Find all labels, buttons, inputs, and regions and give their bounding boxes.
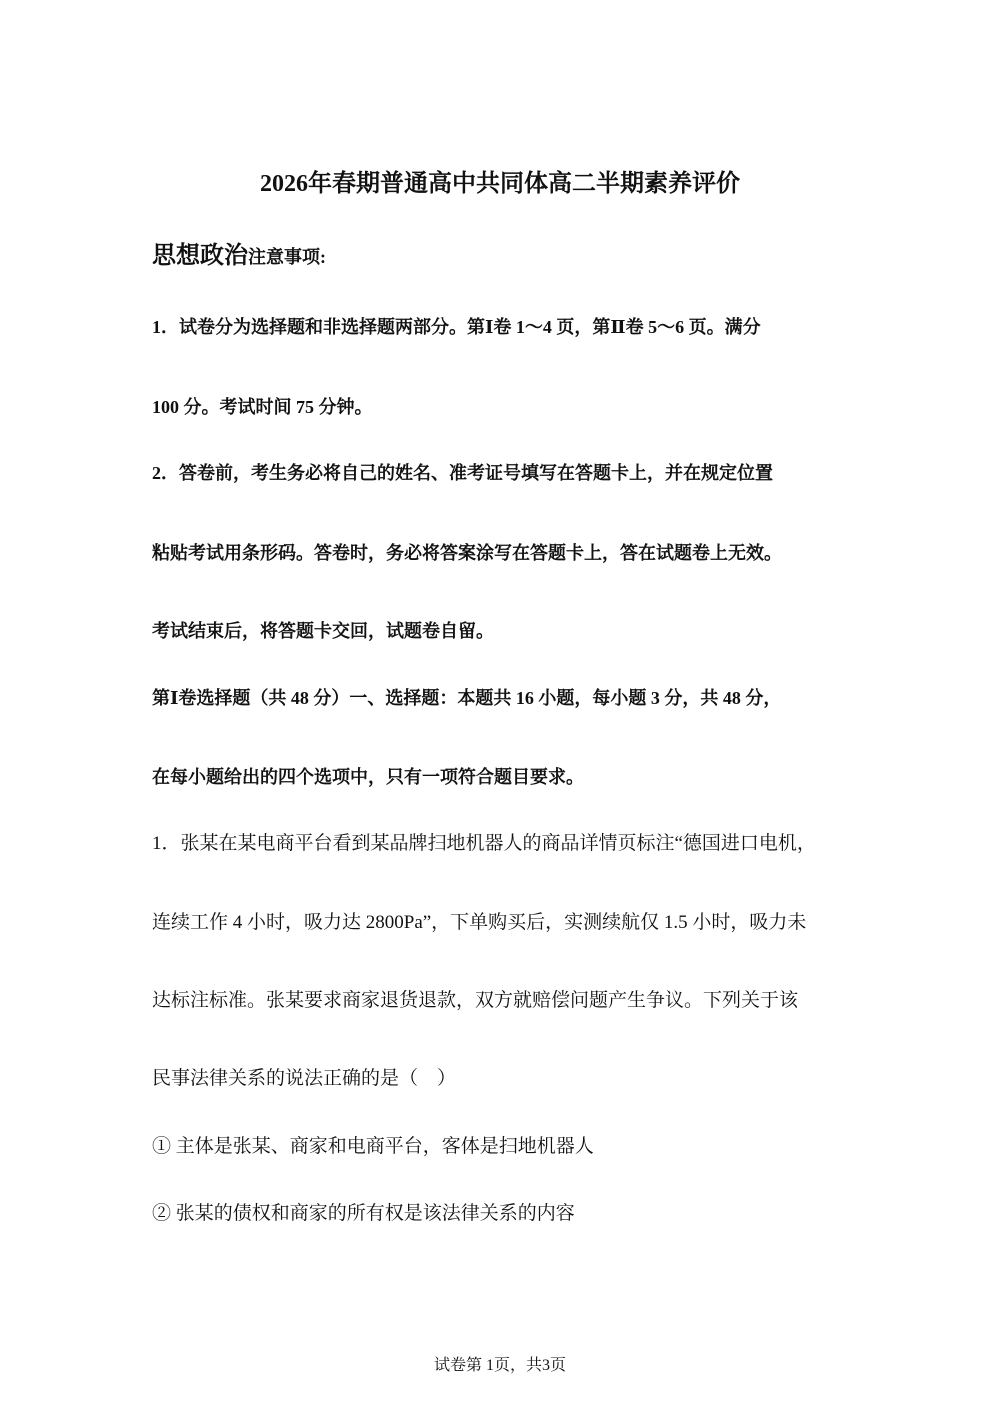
note-line: 粘贴考试用条形码。答卷时，务必将答案涂写在答题卡上，答在试题卷上无效。 xyxy=(152,543,782,563)
subject-heading-line xyxy=(152,243,326,267)
option-item: ① 主体是张某、商家和电商平台，客体是扫地机器人 xyxy=(152,1136,594,1157)
note-line: 100 分。考试时间 75 分钟。 xyxy=(152,397,373,417)
note-line: 考试结束后，将答题卡交回，试题卷自留。 xyxy=(152,621,494,641)
section-instruction-line: 在每小题给出的四个选项中，只有一项符合题目要求。 xyxy=(152,767,584,787)
page-footer: 试卷第 1页，共3页 xyxy=(433,1357,566,1374)
option-item: ② 张某的债权和商家的所有权是该法律关系的内容 xyxy=(152,1203,575,1224)
note-line: 1．试卷分为选择题和非选择题两部分。第Ⅰ卷 1～4 页，第Ⅱ卷 5～6 页。满分 xyxy=(152,317,761,337)
question-1-line: 民事法律关系的说法正确的是（ ） xyxy=(152,1068,457,1089)
question-1-line: 达标注标准。张某要求商家退货退款，双方就赔偿问题产生争议。下列关于该 xyxy=(152,990,799,1011)
question-1-line: 连续工作 4 小时，吸力达 2800Pa”，下单购买后，实测续航仅 1.5 小时，吸力未 xyxy=(152,912,807,933)
note-line: 2．答卷前，考生务必将自己的姓名、准考证号填写在答题卡上，并在规定位置 xyxy=(152,463,773,483)
subject-label: 思想政治 xyxy=(152,241,248,269)
question-1-line: 1．张某在某电商平台看到某品牌扫地机器人的商品详情页标注“德国进口电机， xyxy=(152,833,816,854)
section-instruction-line: 第Ⅰ卷选择题（共 48 分）一、选择题：本题共 16 小题，每小题 3 分，共 48 分， xyxy=(152,688,782,708)
page-title: 2026年春期普通高中共同体高二半期素养评价 xyxy=(260,171,740,197)
notes-heading: 注意事项: xyxy=(248,247,326,267)
